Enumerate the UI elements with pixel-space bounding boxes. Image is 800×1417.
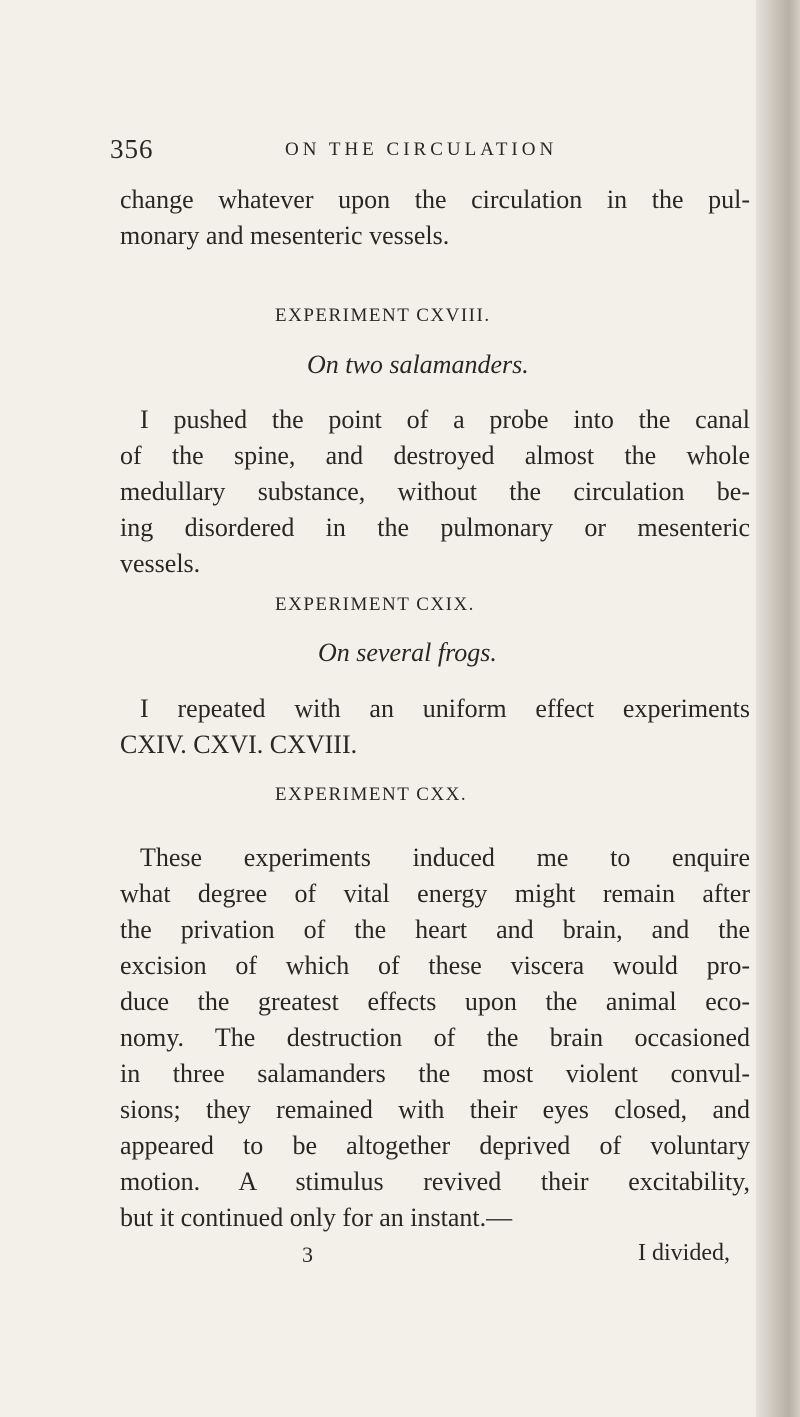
text-line: I pushed the point of a probe into the canal bbox=[140, 405, 750, 434]
experiment-119-heading: EXPERIMENT CXIX. bbox=[275, 594, 475, 615]
experiment-119-subheading: On several frogs. bbox=[318, 638, 497, 667]
experiment-120-paragraph bbox=[120, 840, 750, 1236]
experiment-119-paragraph bbox=[120, 691, 750, 763]
text-line: appeared to be altogether deprived of voluntary bbox=[120, 1131, 750, 1160]
text-line: sions; they remained with their eyes closed, and bbox=[120, 1095, 750, 1124]
text-line: what degree of vital energy might remain after bbox=[120, 879, 750, 908]
text-line: of the spine, and destroyed almost the whole bbox=[120, 441, 750, 470]
text-line: duce the greatest effects upon the animal eco- bbox=[120, 987, 750, 1016]
page-number: 356 bbox=[110, 134, 154, 164]
text-line: I repeated with an uniform effect experiments bbox=[140, 694, 750, 723]
text-line: nomy. The destruction of the brain occasioned bbox=[120, 1023, 750, 1052]
catchword: I divided, bbox=[638, 1240, 730, 1266]
experiment-120-heading: EXPERIMENT CXX. bbox=[275, 784, 468, 805]
text-line: medullary substance, without the circulation be- bbox=[120, 477, 750, 506]
page-header bbox=[110, 134, 750, 174]
signature-mark: 3 bbox=[302, 1242, 313, 1267]
text-line: excision of which of these viscera would pro- bbox=[120, 951, 750, 980]
paragraph-continued bbox=[120, 182, 750, 254]
text-line: vessels. bbox=[120, 549, 201, 578]
text-line: These experiments induced me to enquire bbox=[140, 843, 750, 872]
text-line: but it continued only for an instant.— bbox=[120, 1203, 513, 1232]
running-head: ON THE CIRCULATION bbox=[285, 139, 558, 160]
text-line: CXIV. CXVI. CXVIII. bbox=[120, 730, 358, 759]
experiment-118-heading: EXPERIMENT CXVIII. bbox=[275, 305, 491, 326]
text-line: in three salamanders the most violent convul- bbox=[120, 1059, 750, 1088]
experiment-118-subheading: On two salamanders. bbox=[307, 350, 529, 379]
text-line: the privation of the heart and brain, and the bbox=[120, 915, 750, 944]
experiment-118-paragraph bbox=[120, 402, 750, 582]
text-line: ing disordered in the pulmonary or mesenteric bbox=[120, 513, 750, 542]
text-line: monary and mesenteric vessels. bbox=[120, 221, 450, 250]
text-line: change whatever upon the circulation in the pul- bbox=[120, 185, 750, 214]
page-edge-shadow bbox=[756, 0, 800, 1417]
text-line: motion. A stimulus revived their excitability, bbox=[120, 1167, 750, 1196]
